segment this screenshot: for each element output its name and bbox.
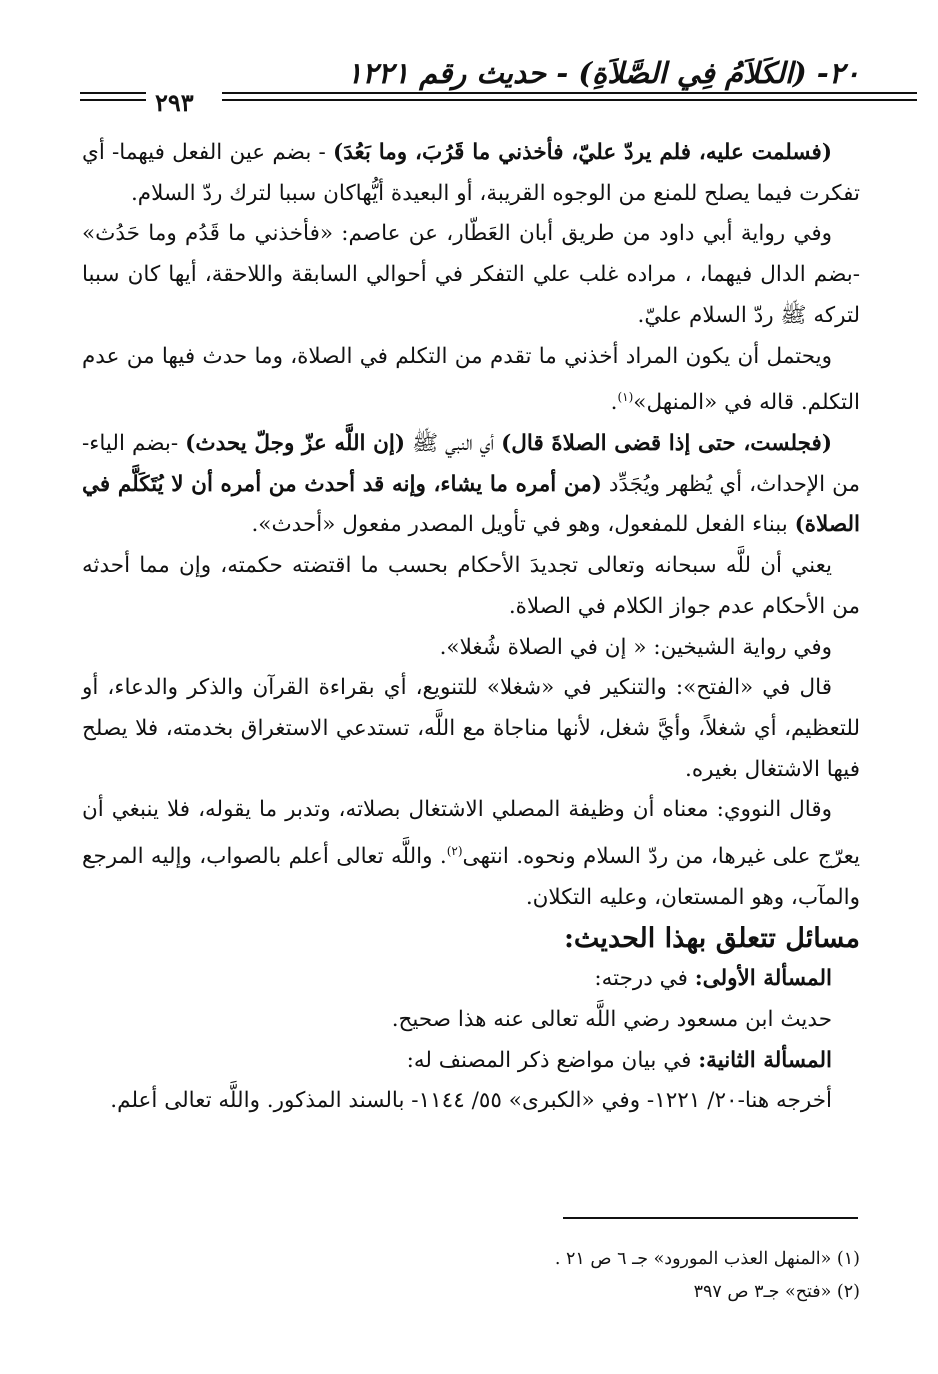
running-header-title: ٢٠- (الكَلاَمُ فِي الصَّلاَةِ) - حديث رقم ١٢٢١ [346, 56, 860, 90]
header-rule-long-2 [222, 99, 917, 101]
main-text [82, 133, 860, 1122]
paragraph-tail: . واللَّه تعالى أعلم بالصواب، وإليه المرجع والمآب، وهو المستعان، وعليه التكلان. [82, 844, 860, 910]
paragraph-text: أي النبي ﷺ [405, 431, 502, 457]
paragraph-7 [82, 668, 860, 790]
paragraph-8 [82, 790, 860, 918]
paragraph-text: ببناء الفعل للمفعول، وهو في تأويل المصدر مفعول «أحدث». [251, 512, 795, 538]
bold-phrase: (من أمره ما يشاء، وإنه قد أحدث من أمره أن لا يُتَكَلَّم في الصلاة) [82, 471, 860, 538]
paragraph-text: قال في «الفتح»: والتنكير في «شغلا» للتنويع، أي بقراءة القرآن والذكر والدعاء، أو للتعظيم، أي شغلاً، وأيَّ شغل، لأنها مناجاة مع اللَّه، تستدعي الاستغراق بخدمته، فلا يصلح فيها الاشتغال بغيره. [82, 675, 860, 782]
issue-2-title [82, 1041, 860, 1082]
issue-text: في درجته: [594, 966, 695, 992]
paragraph-6 [82, 628, 860, 669]
paragraph-tail: . [610, 390, 618, 416]
paragraph-3 [82, 337, 860, 425]
paragraph-text: وقال النووي: معناه أن وظيفة المصلي الاشتغال بصلاته، وتدبر ما يقوله، فلا ينبغي أن يعرّج على غيرها، من ردّ السلام ونحوه. انتهى [82, 797, 860, 870]
issue-2-body: أخرجه هنا-٢٠/ ١٢٢١- وفي «الكبرى» ٥٥/ ١١٤٤- بالسند المذكور. واللَّه تعالى أعلم. [110, 1088, 832, 1114]
issue-1-body: حديث ابن مسعود رضي اللَّه تعالى عنه هذا صحيح. [391, 1007, 832, 1033]
bold-phrase: (إن اللَّه عزّ وجلّ يحدث) [185, 431, 406, 457]
footnote-ref: (٢) [446, 844, 463, 859]
header-rule-short [80, 92, 146, 94]
issue-1-title [82, 959, 860, 1000]
footnote-1: (١) «المنهل العذب المورود» جـ ٦ ص ٢١ . [554, 1249, 860, 1269]
paragraph-text: ويحتمل أن يكون المراد أخذني ما تقدم من التكلم في الصلاة، وما حدث فيها من عدم التكلم. قاله في «المنهل» [82, 343, 860, 416]
paragraph-1 [82, 133, 860, 214]
issue-text: في بيان مواضع ذكر المصنف له: [406, 1047, 699, 1073]
header-rule-short-2 [80, 99, 146, 101]
page-number: ٢٩٣ [155, 88, 194, 117]
paragraph-2 [82, 214, 860, 336]
bold-phrase: (فجلست، حتى إذا قضى الصلاةَ قال) [501, 431, 832, 457]
paragraph-text: -بضم الياء- من الإحداث، أي يُظهر ويُجَدِّد [82, 431, 860, 497]
paragraph-text: يعني أن للَّه سبحانه وتعالى تجديدَ الأحكام بحسب ما اقتضته حكمته، وإن مما أحدثه من الأحكام عدم جواز الكلام في الصلاة. [82, 553, 860, 619]
issue-label: المسألة الأولى: [694, 966, 832, 992]
issue-label: المسألة الثانية: [698, 1047, 832, 1073]
header-rule-long [222, 92, 917, 94]
paragraph-5 [82, 546, 860, 627]
paragraph-text: وفي رواية أبي داود من طريق أبان العَطّار، عن عاصم: «فأخذني ما قَدُم وما حَدُث» -بضم الدال فيهما، ، مراده غلب علي التفكر في أحوالي السابقة واللاحقة، أيها كان سببا لتركه ﷺ ردّ السلام عليّ. [82, 221, 860, 328]
paragraph-4 [82, 424, 860, 546]
bold-phrase: (فسلمت عليه، فلم يردّ عليّ، فأخذني ما قَرُبَ، وما بَعُدَ) [333, 140, 833, 165]
section-heading: مسائل تتعلق بهذا الحديث: [563, 922, 860, 954]
footnote-ref: (١) [617, 390, 634, 405]
footnote-2: (٢) «فتح» جـ٣ ص ٣٩٧ [693, 1282, 860, 1302]
paragraph-text: - بضم عين الفعل فيهما- أي تفكرت فيما يصلح للمنع من الوجوه القريبة، أو البعيدة أيُّهاكان سببا لترك ردّ السلام. [82, 140, 860, 206]
footnote-divider [563, 1217, 858, 1219]
footnotes [82, 1243, 860, 1309]
paragraph-text: وفي رواية الشيخين: « إن في الصلاة شُغلا». [439, 634, 832, 660]
